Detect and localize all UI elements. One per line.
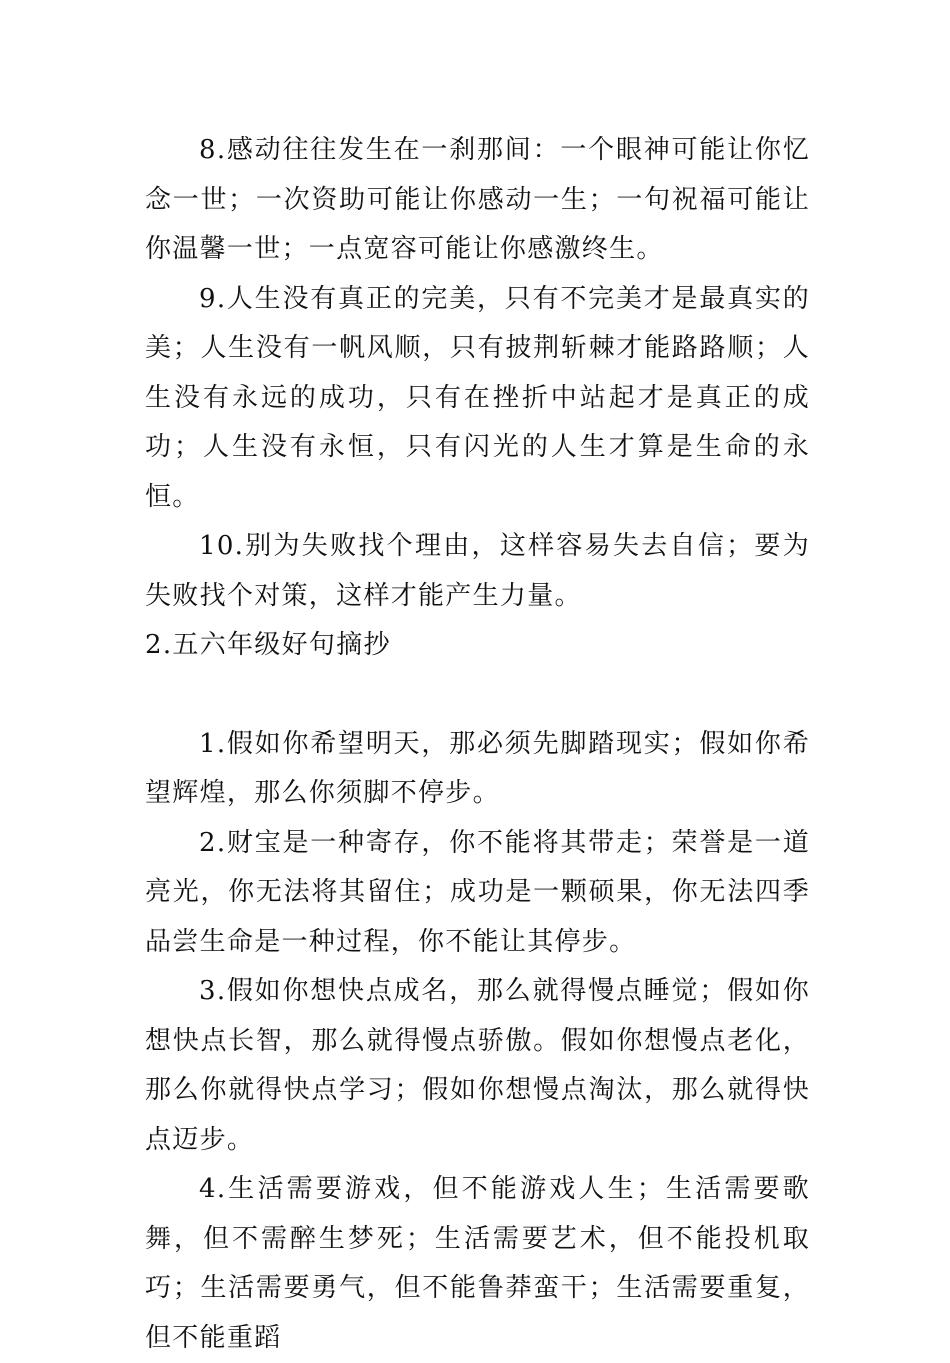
- section-heading: 2.五六年级好句摘抄: [145, 630, 391, 660]
- quote-item-3: 3.假如你想快点成名，那么就得慢点睡觉；假如你想快点长智，那么就得慢点骄傲。假如你想慢点老化，那么你就得快点学习；假如你想慢点淘汰，那么就得快点迈步。: [145, 976, 810, 1155]
- quote-item-9: 9.人生没有真正的完美，只有不完美才是最真实的美；人生没有一帆风顺，只有披荆斩棘才能路路顺；人生没有永远的成功，只有在挫折中站起才是真正的成功；人生没有永恒，只有闪光的人生才算是生命的永恒。: [145, 283, 810, 512]
- quote-item-2: 2.财宝是一种寄存，你不能将其带走；荣誉是一道亮光，你无法将其留住；成功是一颗硕果，你无法四季品尝生命是一种过程，你不能让其停步。: [145, 827, 810, 957]
- quote-item-8: 8.感动往往发生在一刹那间：一个眼神可能让你忆念一世；一次资助可能让你感动一生；一句祝福可能让你温馨一世；一点宽容可能让你感激终生。: [145, 135, 810, 264]
- quote-item-10: 10.别为失败找个理由，这样容易失去自信；要为失败找个对策，这样才能产生力量。: [145, 531, 810, 611]
- quote-item-4: 4.生活需要游戏，但不能游戏人生；生活需要歌舞，但不需醉生梦死；生活需要艺术，但不能投机取巧；生活需要勇气，但不能鲁莽蛮干；生活需要重复，但不能重蹈: [145, 1174, 810, 1353]
- section-spacer: [145, 671, 810, 720]
- quote-item-1: 1.假如你希望明天，那必须先脚踏现实；假如你希望辉煌，那么你须脚不停步。: [145, 728, 810, 808]
- document-body: [145, 126, 810, 1363]
